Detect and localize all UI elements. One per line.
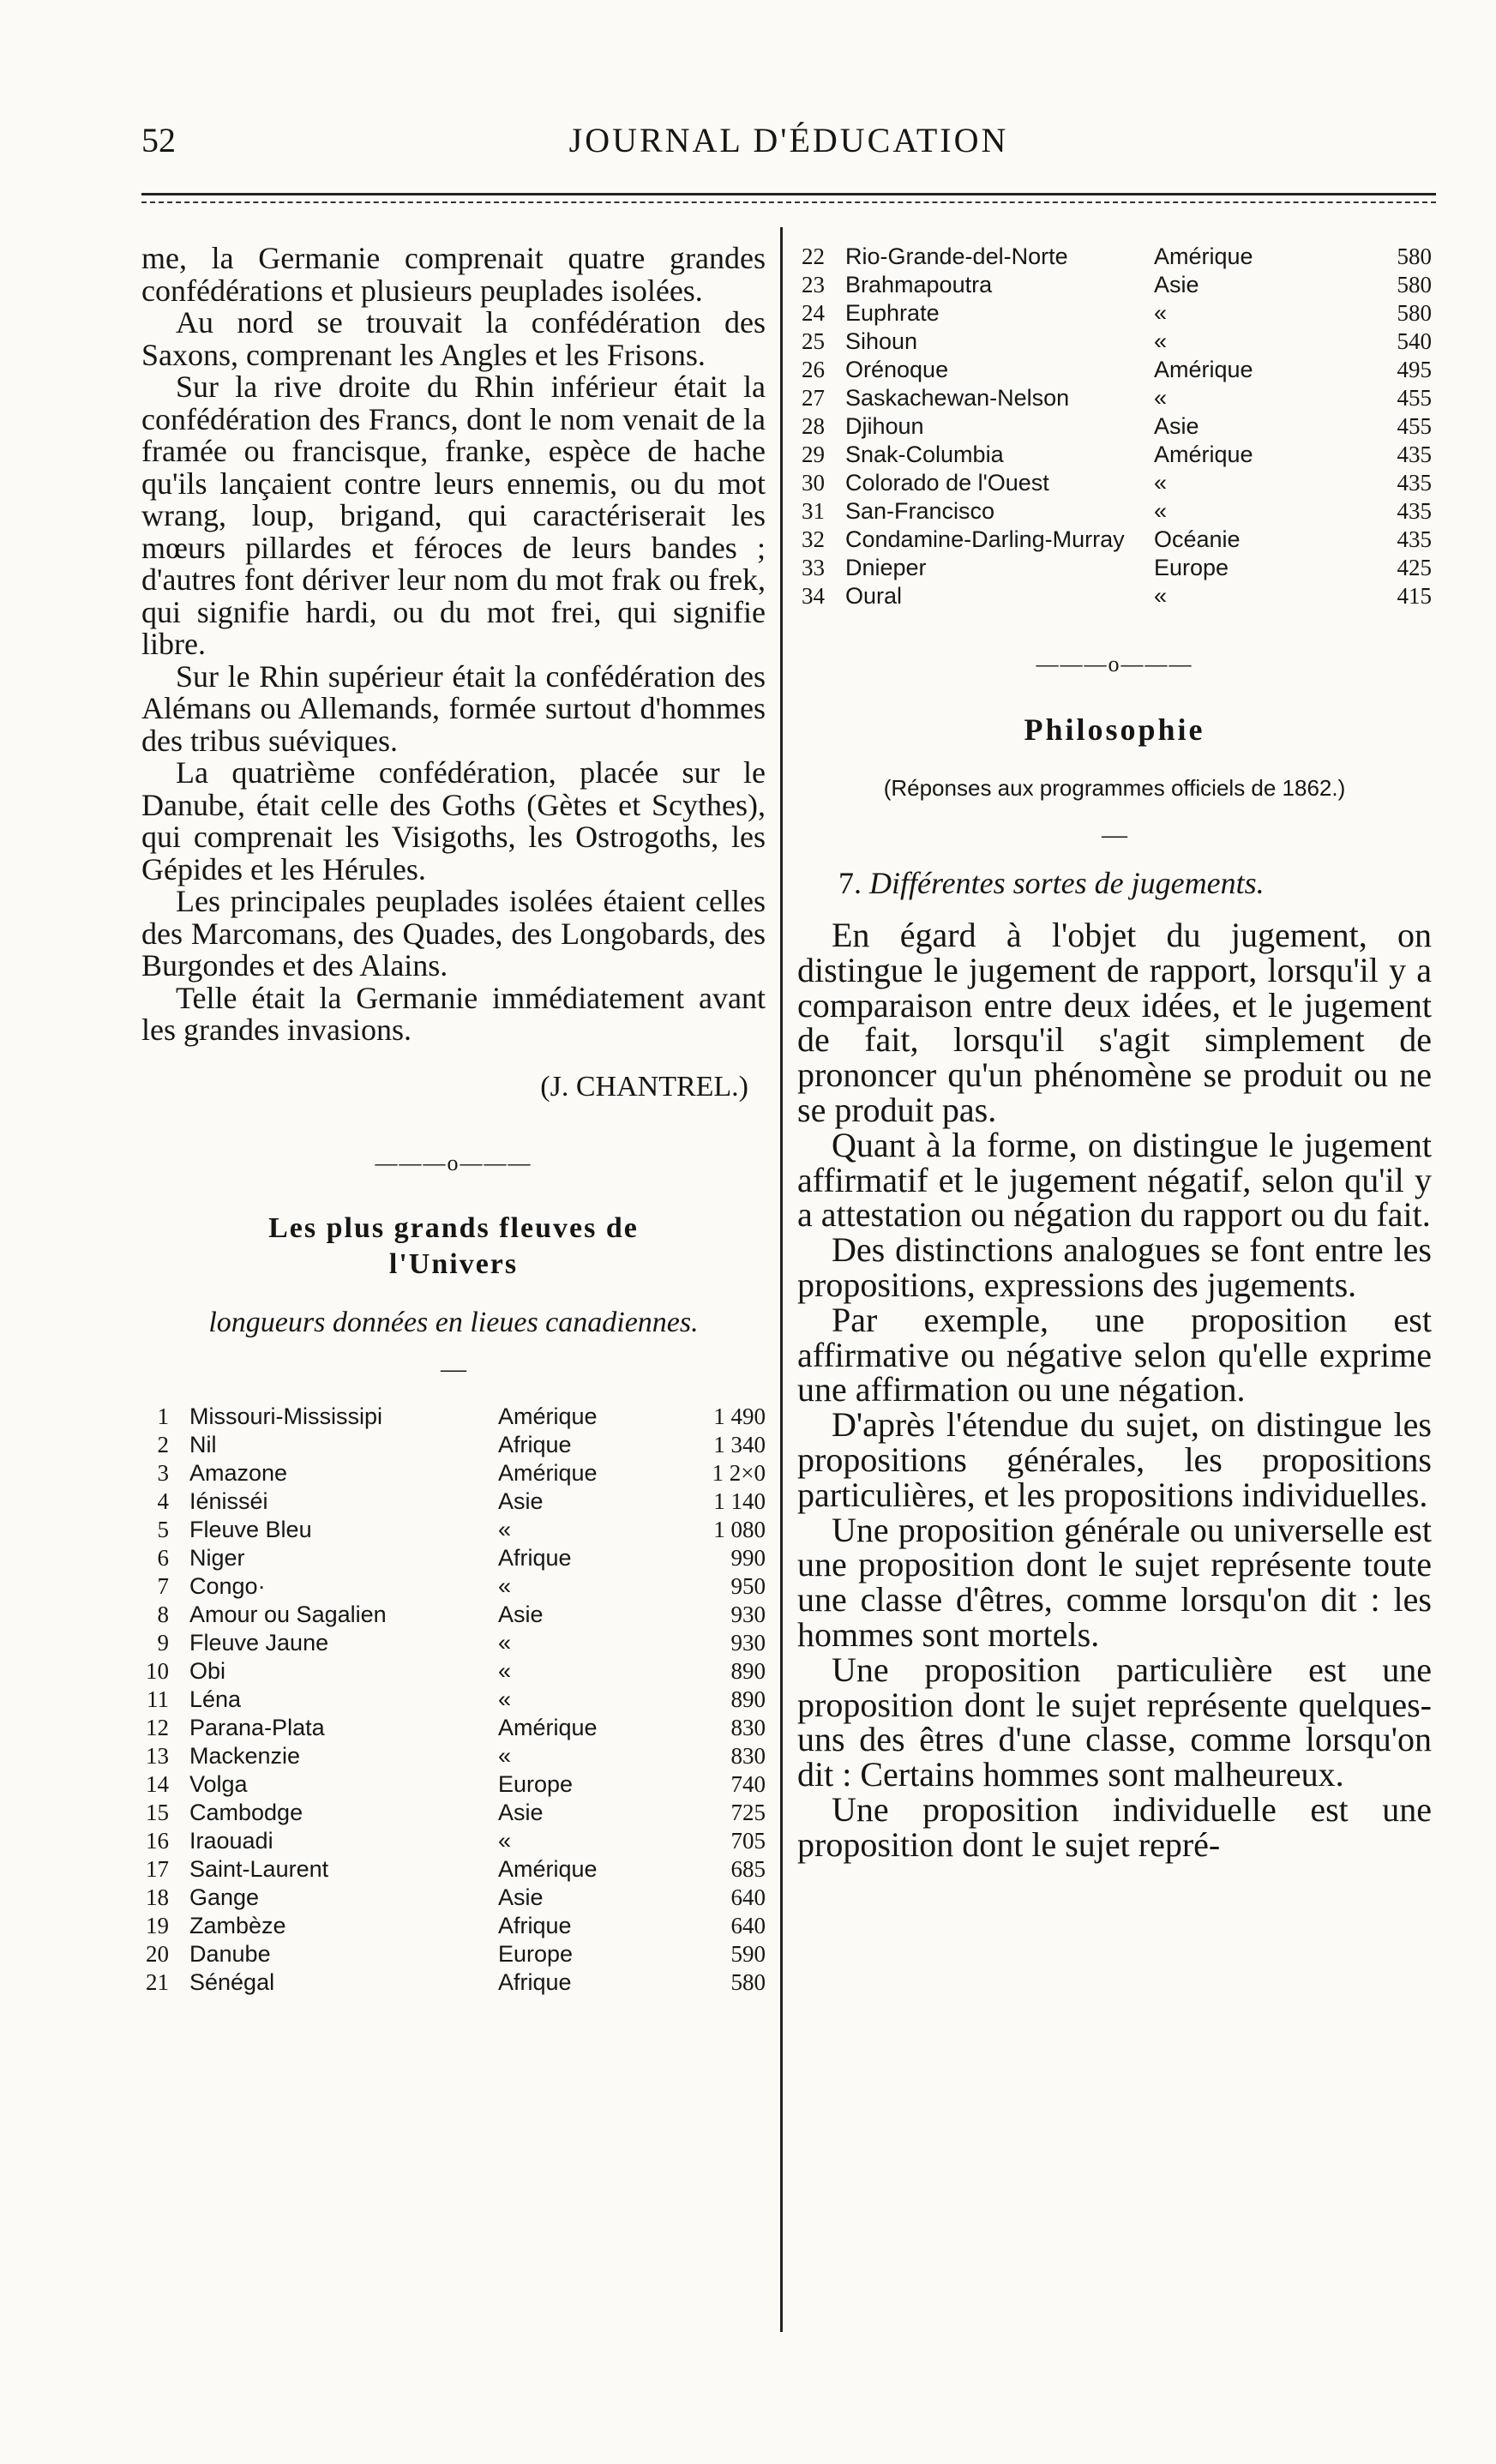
table-row (797, 299, 1432, 328)
page-header (141, 120, 1436, 171)
table-row (797, 526, 1432, 554)
river-number: 6 (157, 1544, 169, 1571)
river-number: 26 (802, 357, 825, 382)
river-name: Cambodge (189, 1799, 303, 1825)
river-continent: « (498, 1686, 512, 1712)
river-length: 1 080 (713, 1516, 766, 1542)
river-name: Volga (189, 1770, 248, 1797)
river-length: 435 (1397, 470, 1432, 496)
table-row (797, 384, 1432, 412)
river-number: 1 (157, 1403, 169, 1429)
table-row (141, 1657, 766, 1686)
table-row (141, 1799, 766, 1827)
paragraph: Par exemple, une proposition est affirmative ou négative selon qu'elle exprime une affirmation ou une négation. (797, 1300, 1432, 1409)
river-number: 16 (146, 1827, 169, 1854)
table-row (797, 356, 1432, 384)
river-continent: Afrique (498, 1968, 572, 1995)
paragraph: Une proposition générale ou universelle est une proposition dont le sujet représente toute une classe d'êtres, comme lorsqu'on dit : les hommes sont mortels. (797, 1510, 1432, 1654)
river-name: Colorado de l'Ouest (845, 470, 1049, 496)
paragraph: Sur le Rhin supérieur était la confédération des Alémans ou Allemands, formée surtout d'hommes des tribus suéviques. (141, 658, 766, 758)
table-row (797, 582, 1432, 610)
page-number: 52 (141, 121, 176, 159)
river-length: 890 (730, 1657, 766, 1684)
river-name: Orénoque (845, 357, 949, 382)
philosophy-subtitle: (Réponses aux programmes officiels de 1862.) (883, 775, 1346, 801)
river-length: 930 (730, 1629, 766, 1656)
table-row (797, 469, 1432, 497)
river-length: 580 (1397, 300, 1432, 326)
river-number: 28 (802, 413, 825, 439)
table-row (797, 554, 1432, 582)
table-row (797, 328, 1432, 356)
river-length: 685 (730, 1855, 766, 1882)
table-row (797, 441, 1432, 469)
river-continent: Amérique (1154, 243, 1253, 269)
river-name: Léna (189, 1686, 242, 1712)
river-length: 990 (730, 1544, 766, 1571)
river-name: Euphrate (845, 300, 940, 326)
river-number: 10 (146, 1657, 169, 1684)
table-row (141, 1884, 766, 1912)
river-name: Saskachewan-Nelson (845, 385, 1070, 411)
river-number: 27 (802, 385, 825, 411)
river-number: 23 (802, 272, 825, 297)
river-number: 25 (802, 328, 825, 354)
table-row (797, 271, 1432, 299)
rivers-title (141, 1211, 766, 1283)
river-continent: Europe (1154, 555, 1229, 580)
river-length: 580 (730, 1968, 766, 1995)
river-name: Danube (189, 1940, 271, 1967)
heading-number: 7. (838, 866, 862, 900)
rivers-title-line: Les plus grands fleuves de (268, 1211, 639, 1244)
germanie-article (141, 243, 766, 1047)
running-title: JOURNAL D'ÉDUCATION (568, 121, 1009, 159)
river-name: Obi (189, 1657, 226, 1684)
river-length: 455 (1397, 413, 1432, 439)
section-separator: ———o——— (1036, 652, 1193, 676)
river-continent: « (498, 1572, 512, 1599)
river-length: 590 (730, 1940, 766, 1967)
river-number: 9 (157, 1629, 169, 1656)
river-number: 33 (802, 555, 825, 580)
river-length: 1 340 (713, 1431, 766, 1457)
river-continent: « (498, 1629, 512, 1656)
river-number: 3 (157, 1459, 169, 1486)
river-length: 725 (730, 1799, 766, 1825)
river-continent: « (1154, 498, 1168, 524)
river-name: Snak-Columbia (845, 442, 1004, 467)
table-row (141, 1855, 766, 1884)
table-row (141, 1572, 766, 1601)
heading-text: Différentes sortes de jugements. (869, 866, 1265, 900)
table-row (141, 1487, 766, 1516)
rivers-table-left (141, 1403, 766, 1997)
river-name: Missouri-Mississipi (189, 1403, 383, 1429)
table-row (797, 243, 1432, 271)
river-length: 1 140 (713, 1487, 766, 1514)
river-length: 830 (730, 1714, 766, 1740)
river-name: Niger (189, 1544, 245, 1571)
paragraph: Une proposition individuelle est une proposition dont le sujet repré- (797, 1789, 1432, 1864)
river-length: 830 (730, 1742, 766, 1769)
river-length: 580 (1397, 243, 1432, 269)
river-name: Amour ou Sagalien (189, 1601, 387, 1627)
table-row (141, 1742, 766, 1770)
river-continent: Amérique (498, 1855, 598, 1882)
river-length: 705 (730, 1827, 766, 1854)
river-continent: Asie (498, 1601, 544, 1627)
river-length: 415 (1397, 583, 1432, 609)
river-continent: « (498, 1516, 512, 1542)
river-number: 22 (802, 243, 825, 269)
river-number: 4 (157, 1487, 169, 1514)
river-number: 15 (146, 1799, 169, 1825)
short-dash: — (441, 1354, 466, 1383)
river-name: Saint-Laurent (189, 1855, 329, 1882)
short-dash: — (1102, 820, 1127, 849)
rivers-subtitle: longueurs données en lieues canadiennes. (208, 1306, 699, 1338)
river-name: Fleuve Bleu (189, 1516, 312, 1542)
river-continent: « (498, 1827, 512, 1854)
river-continent: Amérique (498, 1403, 598, 1429)
river-name: Amazone (189, 1459, 288, 1486)
river-number: 17 (146, 1855, 169, 1882)
river-continent: Afrique (498, 1544, 572, 1571)
river-continent: « (1154, 583, 1168, 609)
table-row (141, 1968, 766, 1997)
river-number: 8 (157, 1601, 169, 1627)
river-number: 21 (146, 1968, 169, 1995)
river-continent: Afrique (498, 1431, 572, 1457)
river-length: 435 (1397, 442, 1432, 467)
river-number: 29 (802, 442, 825, 467)
river-length: 540 (1397, 328, 1432, 354)
river-name: Congo· (189, 1572, 266, 1599)
river-continent: « (498, 1657, 512, 1684)
river-number: 13 (146, 1742, 169, 1769)
table-row (141, 1686, 766, 1714)
river-number: 2 (157, 1431, 169, 1457)
river-continent: « (1154, 470, 1168, 496)
table-row (141, 1940, 766, 1968)
paragraph: D'après l'étendue du sujet, on distingue les propositions générales, les propositions particulières, et les propositions individuelles. (797, 1405, 1432, 1514)
river-continent: « (1154, 328, 1168, 354)
rivers-title-line: l'Univers (388, 1247, 519, 1280)
river-length: 435 (1397, 526, 1432, 552)
river-name: Iraouadi (189, 1827, 273, 1854)
paragraph: Les principales peuplades isolées étaient celles des Marcomans, des Quades, des Longobards, des Burgondes et des Alains. (141, 884, 766, 983)
river-continent: « (1154, 385, 1168, 411)
river-length: 455 (1397, 385, 1432, 411)
table-row (141, 1459, 766, 1487)
river-length: 1 2×0 (712, 1459, 766, 1486)
river-length: 435 (1397, 498, 1432, 524)
river-continent: Asie (1154, 272, 1199, 297)
river-length: 425 (1397, 555, 1432, 580)
river-name: San-Francisco (845, 498, 995, 524)
river-continent: Europe (498, 1940, 574, 1967)
philosophy-heading (838, 865, 1432, 901)
rivers-table-right (797, 243, 1432, 610)
river-number: 5 (157, 1516, 169, 1542)
river-continent: Amérique (498, 1459, 598, 1486)
paragraph: La quatrième confédération, placée sur le Danube, était celle des Goths (Gètes et Scythes), qui comprenait les Visigoths, les Ostrogoths, les Gépides et les Hérules. (141, 755, 766, 886)
river-continent: Amérique (498, 1714, 598, 1740)
table-row (141, 1431, 766, 1459)
river-number: 32 (802, 526, 825, 552)
header-rule (141, 193, 1436, 195)
river-name: Iénisséi (189, 1487, 268, 1514)
river-number: 24 (802, 300, 825, 326)
paragraph: Quant à la forme, on distingue le jugement affirmatif et le jugement négatif, selon qu'il y a attestation ou négation du rapport ou du fait. (797, 1125, 1432, 1235)
section-separator: ———o——— (375, 1150, 532, 1175)
philosophy-title: Philosophie (1024, 712, 1205, 747)
river-continent: Asie (498, 1487, 544, 1514)
table-row (141, 1827, 766, 1855)
river-name: Parana-Plata (189, 1714, 325, 1740)
table-row (141, 1403, 766, 1431)
paragraph: Sur la rive droite du Rhin inférieur était la confédération des Francs, dont le nom venait de la framée ou francisque, franke, espèce de hache qu'ils lançaient contre leurs ennemis, ou du mot wrang, loup, brigand, qui caractériserait les mœurs pillardes et féroces de leurs bandes ; d'autres font dériver leur nom du mot frak ou frek, qui signifie hardi, ou du mot frei, qui signifie libre. (141, 370, 766, 661)
river-number: 19 (146, 1912, 169, 1938)
river-continent: Europe (498, 1770, 574, 1797)
river-continent: Asie (498, 1884, 544, 1910)
paragraph: En égard à l'objet du jugement, on distingue le jugement de rapport, lorsqu'il y a comparaison entre deux idées, et le jugement de fait, lorsqu'il s'agit simplement de prononcer qu'un phénomène se produit ou ne se produit pas. (797, 916, 1432, 1129)
river-length: 890 (730, 1686, 766, 1712)
river-length: 580 (1397, 272, 1432, 297)
river-continent: Amérique (1154, 442, 1253, 467)
river-name: Condamine-Darling-Murray (845, 526, 1125, 552)
table-row (797, 497, 1432, 526)
river-number: 31 (802, 498, 825, 524)
river-number: 20 (146, 1940, 169, 1967)
table-row (141, 1629, 766, 1657)
river-name: Djihoun (845, 413, 924, 439)
river-continent: « (498, 1742, 512, 1769)
river-name: Fleuve Jaune (189, 1629, 329, 1656)
river-name: Rio-Grande-del-Norte (845, 243, 1068, 269)
river-continent: Amérique (1154, 357, 1253, 382)
river-number: 14 (146, 1770, 169, 1797)
table-row (141, 1516, 766, 1544)
river-number: 18 (146, 1884, 169, 1910)
river-name: Brahmapoutra (845, 272, 993, 297)
river-length: 640 (730, 1884, 766, 1910)
paragraph: Telle était la Germanie immédiatement avant les grandes invasions. (141, 980, 766, 1047)
river-name: Sénégal (189, 1968, 275, 1995)
philosophy-article (797, 918, 1432, 1863)
river-length: 950 (730, 1572, 766, 1599)
table-row (797, 412, 1432, 441)
paragraph: Des distinctions analogues se font entre les propositions, expressions des jugements. (797, 1230, 1432, 1304)
river-continent: Asie (1154, 413, 1199, 439)
table-row (141, 1770, 766, 1799)
river-continent: « (1154, 300, 1168, 326)
river-length: 495 (1397, 357, 1432, 382)
river-name: Sihoun (845, 328, 918, 354)
river-continent: Asie (498, 1799, 544, 1825)
river-number: 34 (802, 583, 825, 609)
paragraph: Une proposition particulière est une proposition dont le sujet représente quelques-uns des êtres d'une classe, comme lorsqu'on dit : Certains hommes sont malheureux. (797, 1650, 1432, 1794)
river-length: 930 (730, 1601, 766, 1627)
column-divider (780, 227, 783, 2332)
paragraph: Au nord se trouvait la confédération des Saxons, comprenant les Angles et les Frisons. (141, 305, 766, 372)
author-signature: (J. CHANTREL.) (540, 1070, 748, 1103)
paragraph: me, la Germanie comprenait quatre grandes confédérations et plusieurs peuplades isolées. (141, 241, 766, 308)
river-name: Gange (189, 1884, 260, 1910)
right-column (797, 243, 1432, 1863)
river-length: 640 (730, 1912, 766, 1938)
river-name: Mackenzie (189, 1742, 301, 1769)
river-length: 1 490 (713, 1403, 766, 1429)
table-row (141, 1912, 766, 1940)
header-rule-dashed (141, 201, 1436, 203)
table-row (141, 1601, 766, 1629)
river-name: Nil (189, 1431, 217, 1457)
river-length: 740 (730, 1770, 766, 1797)
river-number: 11 (147, 1686, 169, 1712)
river-number: 30 (802, 470, 825, 496)
table-row (141, 1714, 766, 1742)
table-row (141, 1544, 766, 1572)
river-name: Zambèze (189, 1912, 286, 1938)
river-continent: Océanie (1154, 526, 1241, 552)
river-name: Dnieper (845, 555, 927, 580)
left-column (141, 243, 766, 1997)
river-name: Oural (845, 583, 903, 609)
river-number: 12 (146, 1714, 169, 1740)
river-number: 7 (157, 1572, 169, 1599)
river-continent: Afrique (498, 1912, 572, 1938)
